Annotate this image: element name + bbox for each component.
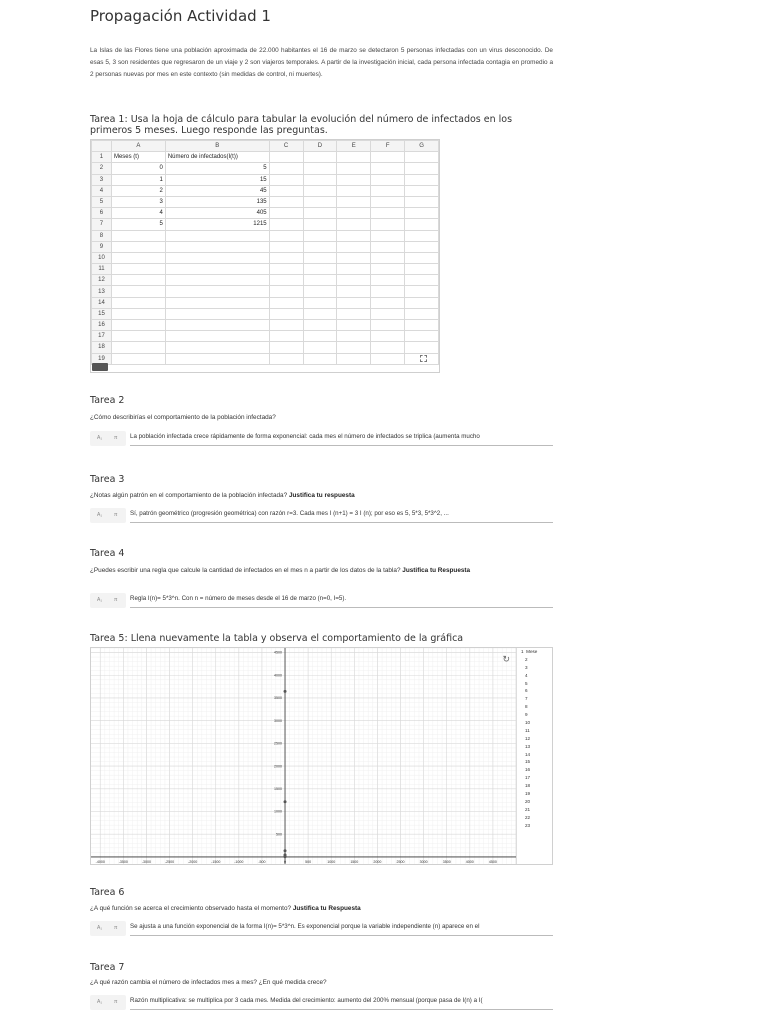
- sheet-cell[interactable]: [337, 308, 371, 319]
- sheet-cell[interactable]: [269, 353, 303, 364]
- sheet-cell[interactable]: [337, 163, 371, 174]
- sheet-row: [92, 342, 439, 353]
- x-tick-label: 0: [284, 859, 287, 864]
- x-tick-label: 500: [305, 859, 312, 864]
- data-point: [284, 853, 287, 856]
- sheet-cell[interactable]: [303, 331, 337, 342]
- sheet-cell[interactable]: [269, 275, 303, 286]
- sheet-cell[interactable]: [269, 230, 303, 241]
- task6-title: Tarea 6: [90, 887, 125, 898]
- sheet-cell[interactable]: [371, 196, 405, 207]
- sheet-cell[interactable]: [371, 331, 405, 342]
- task3-question: ¿Notas algún patrón en el comportamiento de la población infectada? Justifica tu respuesta: [90, 492, 355, 499]
- formula-icon[interactable]: π: [114, 597, 118, 603]
- sheet-cell[interactable]: [165, 286, 269, 297]
- sheet-cell[interactable]: [269, 152, 303, 163]
- y-tick-label: 3500: [274, 696, 283, 701]
- sheet-cell[interactable]: [303, 264, 337, 275]
- sheet-row: [92, 219, 439, 230]
- sheet-cell[interactable]: [337, 320, 371, 331]
- x-tick-label: 4500: [488, 859, 497, 864]
- sheet-cell[interactable]: [165, 342, 269, 353]
- sheet-cell[interactable]: [165, 252, 269, 263]
- sheet-row: [92, 320, 439, 331]
- x-tick-label: -1000: [234, 859, 244, 864]
- data-point: [284, 800, 287, 803]
- row-header[interactable]: 18: [92, 342, 112, 353]
- sheet-cell[interactable]: [303, 163, 337, 174]
- sheet-row: [92, 286, 439, 297]
- sheet-cell[interactable]: [405, 342, 439, 353]
- graph-table-row[interactable]: 23: [525, 822, 531, 828]
- sheet-row: [92, 308, 439, 319]
- sheet-cell[interactable]: [269, 196, 303, 207]
- task3-title: Tarea 3: [90, 474, 125, 485]
- sheet-cell[interactable]: [405, 308, 439, 319]
- sheet-row: [92, 152, 439, 163]
- spreadsheet-grid[interactable]: [91, 140, 439, 365]
- graph-table-header: 1 Mese: [521, 649, 538, 654]
- sheet-row: [92, 230, 439, 241]
- row-header[interactable]: 1: [92, 152, 112, 163]
- x-tick-label: 1000: [327, 859, 336, 864]
- task3-question-bold: Justifica tu respuesta: [288, 492, 355, 499]
- graph-canvas[interactable]: [91, 648, 516, 865]
- sheet-row: [92, 252, 439, 263]
- sheet-cell[interactable]: 0: [111, 163, 165, 174]
- sheet-cell[interactable]: [405, 241, 439, 252]
- sheet-cell[interactable]: [405, 331, 439, 342]
- sheet-cell[interactable]: [337, 331, 371, 342]
- graph-table-row[interactable]: 14: [525, 751, 531, 757]
- x-tick-label: 1500: [350, 859, 359, 864]
- sheet-cell[interactable]: [337, 297, 371, 308]
- task2-title: Tarea 2: [90, 395, 125, 406]
- graph-table-row[interactable]: 6: [525, 688, 528, 694]
- sheet-cell[interactable]: [371, 152, 405, 163]
- sheet-cell[interactable]: [269, 252, 303, 263]
- graph-table-row[interactable]: 20: [525, 798, 531, 804]
- sheet-cell[interactable]: 45: [165, 185, 269, 196]
- sheet-cell[interactable]: Número de infectados(I(t)): [165, 152, 269, 163]
- spreadsheet[interactable]: [90, 139, 440, 373]
- sheet-row: [92, 208, 439, 219]
- sheet-row: [92, 264, 439, 275]
- graph-table-row[interactable]: 4: [525, 672, 528, 678]
- sheet-cell[interactable]: [303, 152, 337, 163]
- data-point: [284, 849, 287, 852]
- sheet-cell[interactable]: [111, 275, 165, 286]
- task2-answer-row[interactable]: [90, 431, 553, 448]
- sheet-row: [92, 196, 439, 207]
- x-tick-label: -4000: [95, 859, 105, 864]
- sheet-cell[interactable]: [405, 219, 439, 230]
- task6-answer-field[interactable]: Se ajusta a una función exponencial de la forma I(n)= 5*3^n. Es exponencial porque la variable independiente (n) aparece en el: [130, 921, 553, 936]
- sheet-cell[interactable]: [337, 275, 371, 286]
- sheet-cell[interactable]: [111, 264, 165, 275]
- y-tick-label: 2500: [274, 741, 283, 746]
- sheet-cell[interactable]: [371, 208, 405, 219]
- formula-icon[interactable]: π: [114, 512, 118, 518]
- row-header[interactable]: 10: [92, 252, 112, 263]
- column-header[interactable]: D: [303, 141, 337, 152]
- row-header[interactable]: 13: [92, 286, 112, 297]
- x-tick-label: -500: [258, 859, 266, 864]
- sheet-cell[interactable]: [165, 230, 269, 241]
- sheet-cell[interactable]: 5: [111, 219, 165, 230]
- sheet-cell[interactable]: [405, 174, 439, 185]
- answer-toolbar[interactable]: [90, 431, 126, 446]
- sheet-cell[interactable]: [269, 297, 303, 308]
- sheet-cell[interactable]: [405, 275, 439, 286]
- graph-table-row[interactable]: 7: [525, 696, 528, 702]
- x-tick-label: 4000: [465, 859, 474, 864]
- sheet-cell[interactable]: [337, 219, 371, 230]
- task7-title: Tarea 7: [90, 962, 125, 973]
- task4-question-bold: Justifica tu Respuesta: [402, 567, 471, 574]
- graph-table-row[interactable]: 16: [525, 767, 531, 773]
- sheet-cell[interactable]: [111, 252, 165, 263]
- sheet-cell[interactable]: [111, 230, 165, 241]
- sheet-cell[interactable]: 1215: [165, 219, 269, 230]
- sheet-cell[interactable]: [269, 185, 303, 196]
- sheet-cell[interactable]: [371, 320, 405, 331]
- sheet-row: [92, 297, 439, 308]
- refresh-icon[interactable]: ↻: [502, 654, 510, 664]
- task7-answer-field[interactable]: Razón multiplicativa: se multiplica por 3 cada mes. Medida del crecimiento: aumento del 200% mensual (porque pasa de I(n) a I(: [130, 995, 553, 1010]
- y-tick-label: 1500: [274, 786, 283, 791]
- sheet-cell[interactable]: [405, 152, 439, 163]
- sheet-cell[interactable]: [111, 320, 165, 331]
- sheet-cell[interactable]: [337, 342, 371, 353]
- row-header[interactable]: 17: [92, 331, 112, 342]
- sheet-cell[interactable]: [405, 185, 439, 196]
- sheet-cell[interactable]: [371, 286, 405, 297]
- column-header[interactable]: F: [371, 141, 405, 152]
- sheet-cell[interactable]: [303, 308, 337, 319]
- row-header[interactable]: 12: [92, 275, 112, 286]
- fullscreen-icon[interactable]: [420, 355, 427, 362]
- format-icon[interactable]: A₁: [97, 435, 103, 441]
- column-header[interactable]: E: [337, 141, 371, 152]
- sheet-cell[interactable]: [371, 163, 405, 174]
- x-tick-label: -1500: [211, 859, 221, 864]
- row-header[interactable]: 8: [92, 230, 112, 241]
- sheet-cell[interactable]: [405, 230, 439, 241]
- sheet-cell[interactable]: [405, 208, 439, 219]
- graph-table-row[interactable]: 3: [525, 664, 528, 670]
- sheet-cell[interactable]: [371, 264, 405, 275]
- sheet-cell[interactable]: [111, 241, 165, 252]
- sheet-cell[interactable]: [269, 241, 303, 252]
- sheet-cell[interactable]: [337, 264, 371, 275]
- row-header[interactable]: 3: [92, 174, 112, 185]
- graph-table-row[interactable]: 8: [525, 704, 528, 710]
- x-tick-label: -2000: [188, 859, 198, 864]
- sheet-cell[interactable]: [111, 342, 165, 353]
- sheet-row: [92, 185, 439, 196]
- sheet-cell[interactable]: [269, 331, 303, 342]
- graph-table-row[interactable]: 18: [525, 783, 531, 789]
- graph-table-row[interactable]: 5: [525, 680, 528, 686]
- task4-answer-row[interactable]: [90, 593, 553, 610]
- sheet-cell[interactable]: Meses (t): [111, 152, 165, 163]
- y-tick-label: 4000: [274, 673, 283, 678]
- column-header[interactable]: A: [111, 141, 165, 152]
- sheet-cell[interactable]: [337, 174, 371, 185]
- sheet-cell[interactable]: [111, 286, 165, 297]
- sheet-cell[interactable]: [303, 241, 337, 252]
- column-header[interactable]: C: [269, 141, 303, 152]
- column-header[interactable]: B: [165, 141, 269, 152]
- sheet-cell[interactable]: 1: [111, 174, 165, 185]
- sheet-cell[interactable]: [371, 342, 405, 353]
- sheet-cell[interactable]: [337, 286, 371, 297]
- formula-icon[interactable]: π: [114, 925, 118, 931]
- sheet-cell[interactable]: [303, 342, 337, 353]
- sheet-cell[interactable]: [303, 353, 337, 364]
- formula-icon[interactable]: π: [114, 435, 118, 441]
- sheet-cell[interactable]: [165, 241, 269, 252]
- sheet-cell[interactable]: [165, 331, 269, 342]
- row-header[interactable]: 9: [92, 241, 112, 252]
- sheet-cell[interactable]: [269, 163, 303, 174]
- sheet-cell[interactable]: [269, 208, 303, 219]
- row-header[interactable]: 14: [92, 297, 112, 308]
- sheet-cell[interactable]: [337, 185, 371, 196]
- graph-table-row[interactable]: 22: [525, 814, 531, 820]
- data-point: [284, 690, 287, 693]
- sheet-cell[interactable]: [405, 320, 439, 331]
- sheet-cell[interactable]: [111, 331, 165, 342]
- graph-table-row[interactable]: 12: [525, 735, 531, 741]
- sheet-cell[interactable]: [371, 219, 405, 230]
- sheet-cell[interactable]: 15: [165, 174, 269, 185]
- column-header[interactable]: G: [405, 141, 439, 152]
- sheet-cell[interactable]: [303, 230, 337, 241]
- sheet-cell[interactable]: [165, 264, 269, 275]
- sheet-row: [92, 353, 439, 364]
- row-header[interactable]: 16: [92, 320, 112, 331]
- graph-table-row[interactable]: 19: [525, 791, 531, 797]
- sheet-row: [92, 163, 439, 174]
- sheet-cell[interactable]: [371, 230, 405, 241]
- format-icon[interactable]: A₁: [97, 999, 103, 1005]
- y-tick-label: 500: [276, 832, 283, 837]
- graph-table-row[interactable]: 13: [525, 743, 531, 749]
- row-header[interactable]: 6: [92, 208, 112, 219]
- intro-paragraph: La Islas de las Flores tiene una población aproximada de 22.000 habitantes el 16 de marzo se detectaron 5 personas infectadas con un virus desconocido. De esas 5, 3 son residentes que regresaron de un viaje y 2 son viajeros temporales. A partir de la investigación inicial, cada persona infectada contagia en promedio a 2 personas nuevas por mes en este contexto (sin medidas de control, ni muertes).: [90, 47, 553, 78]
- sheet-cell[interactable]: [337, 196, 371, 207]
- sheet-cell[interactable]: [371, 174, 405, 185]
- row-header[interactable]: 2: [92, 163, 112, 174]
- sheet-cell[interactable]: [269, 174, 303, 185]
- x-tick-label: -2500: [164, 859, 175, 864]
- sheet-cell[interactable]: [405, 297, 439, 308]
- x-tick-label: 2500: [396, 859, 405, 864]
- keyboard-icon[interactable]: [92, 363, 108, 371]
- sheet-cell[interactable]: [111, 308, 165, 319]
- y-tick-label: 4500: [274, 650, 283, 655]
- task4-answer-field[interactable]: Regla I(n)= 5*3^n. Con n = número de meses desde el 16 de marzo (n=0, I=5).: [130, 593, 553, 608]
- sheet-cell[interactable]: 4: [111, 208, 165, 219]
- graph-view[interactable]: [90, 647, 553, 865]
- sheet-cell[interactable]: 3: [111, 196, 165, 207]
- answer-toolbar[interactable]: [90, 921, 126, 936]
- sheet-cell[interactable]: [303, 297, 337, 308]
- sheet-cell[interactable]: [337, 208, 371, 219]
- sheet-cell[interactable]: [371, 241, 405, 252]
- answer-toolbar[interactable]: [90, 995, 126, 1010]
- sheet-cell[interactable]: [269, 320, 303, 331]
- sheet-cell[interactable]: [371, 252, 405, 263]
- graph-table-row[interactable]: 15: [525, 759, 531, 765]
- answer-toolbar[interactable]: [90, 593, 126, 608]
- sheet-cell[interactable]: [303, 286, 337, 297]
- task6-question-bold: Justifica tu Respuesta: [292, 905, 361, 912]
- sheet-cell[interactable]: [337, 252, 371, 263]
- sheet-cell[interactable]: [405, 286, 439, 297]
- row-header[interactable]: 5: [92, 196, 112, 207]
- sheet-cell[interactable]: [337, 230, 371, 241]
- sheet-cell[interactable]: [371, 185, 405, 196]
- sheet-cell[interactable]: [165, 297, 269, 308]
- x-tick-label: -3000: [141, 859, 152, 864]
- sheet-cell[interactable]: [165, 308, 269, 319]
- sheet-row: [92, 174, 439, 185]
- sheet-cell[interactable]: 405: [165, 208, 269, 219]
- sheet-cell[interactable]: [269, 342, 303, 353]
- graph-table-row[interactable]: 9: [525, 712, 528, 718]
- sheet-cell[interactable]: 2: [111, 185, 165, 196]
- page-title: Propagación Actividad 1: [90, 7, 271, 25]
- sheet-cell[interactable]: [303, 174, 337, 185]
- sheet-cell[interactable]: [371, 275, 405, 286]
- sheet-cell[interactable]: [303, 252, 337, 263]
- x-tick-label: 2000: [373, 859, 382, 864]
- sheet-cell[interactable]: [405, 264, 439, 275]
- graph-data-table[interactable]: [516, 648, 553, 865]
- sheet-cell[interactable]: [303, 320, 337, 331]
- task5-title: Tarea 5: Llena nuevamente la tabla y observa el comportamiento de la gráfica: [90, 633, 464, 644]
- task6-answer-row[interactable]: [90, 921, 553, 938]
- sheet-cell[interactable]: [165, 320, 269, 331]
- sheet-cell[interactable]: [111, 297, 165, 308]
- graph-table-row[interactable]: 11: [525, 727, 530, 733]
- sheet-row: [92, 241, 439, 252]
- graph-table-row[interactable]: 10: [525, 720, 531, 726]
- sheet-cell[interactable]: [303, 185, 337, 196]
- row-header[interactable]: 7: [92, 219, 112, 230]
- sheet-cell[interactable]: 135: [165, 196, 269, 207]
- row-header[interactable]: 19: [92, 353, 112, 364]
- graph-table-row[interactable]: 2: [525, 656, 528, 662]
- task7-answer-row[interactable]: [90, 995, 553, 1012]
- sheet-cell[interactable]: [371, 308, 405, 319]
- task3-answer-row[interactable]: [90, 508, 553, 525]
- sheet-cell[interactable]: [405, 252, 439, 263]
- sheet-cell[interactable]: [111, 353, 165, 364]
- row-header[interactable]: 15: [92, 308, 112, 319]
- sheet-cell[interactable]: [269, 219, 303, 230]
- corner-cell: [92, 141, 112, 152]
- task1-title: Tarea 1: Usa la hoja de cálculo para tabular la evolución del número de infectados en los primeros 5 meses. Luego responde las preguntas.: [90, 114, 513, 136]
- x-tick-label: 3000: [419, 859, 428, 864]
- y-tick-label: 3000: [274, 718, 283, 723]
- task2-question: ¿Cómo describirías el comportamiento de la población infectada?: [90, 414, 276, 421]
- sheet-cell[interactable]: [303, 196, 337, 207]
- sheet-cell[interactable]: [165, 275, 269, 286]
- sheet-cell[interactable]: [371, 353, 405, 364]
- task6-question: ¿A qué función se acerca el crecimiento observado hasta el momento? Justifica tu Respuesta: [90, 905, 361, 912]
- task7-question: ¿A qué razón cambia el número de infectados mes a mes? ¿En qué medida crece?: [90, 979, 327, 986]
- format-icon[interactable]: A₁: [97, 597, 103, 603]
- sheet-row: [92, 275, 439, 286]
- row-header[interactable]: 4: [92, 185, 112, 196]
- answer-toolbar[interactable]: [90, 508, 126, 523]
- graph-table-row[interactable]: 21: [525, 806, 531, 812]
- sheet-cell[interactable]: 5: [165, 163, 269, 174]
- sheet-cell[interactable]: [405, 196, 439, 207]
- row-header[interactable]: 11: [92, 264, 112, 275]
- formula-icon[interactable]: π: [114, 999, 118, 1005]
- sheet-cell[interactable]: [165, 353, 269, 364]
- x-tick-label: -3500: [118, 859, 128, 864]
- sheet-cell[interactable]: [269, 308, 303, 319]
- y-tick-label: 2000: [274, 764, 283, 769]
- sheet-cell[interactable]: [269, 264, 303, 275]
- sheet-row: [92, 331, 439, 342]
- sheet-cell[interactable]: [337, 353, 371, 364]
- column-header-row: [92, 141, 439, 152]
- sheet-cell[interactable]: [269, 286, 303, 297]
- sheet-cell[interactable]: [303, 208, 337, 219]
- task4-question: ¿Puedes escribir una regla que calcule la cantidad de infectados en el mes n a partir de los datos de la tabla? Justifica tu Respuesta: [90, 567, 471, 574]
- sheet-cell[interactable]: [303, 275, 337, 286]
- task2-answer-field[interactable]: La población infectada crece rápidamente de forma exponencial: cada mes el número de infectados se triplica (aumenta mucho: [130, 431, 553, 446]
- sheet-cell[interactable]: [371, 297, 405, 308]
- format-icon[interactable]: A₁: [97, 512, 103, 518]
- sheet-cell[interactable]: [303, 219, 337, 230]
- format-icon[interactable]: A₁: [97, 925, 103, 931]
- graph-table-row[interactable]: 17: [525, 775, 531, 781]
- task4-title: Tarea 4: [90, 548, 125, 559]
- task3-answer-field[interactable]: Sí, patrón geométrico (progresión geométrica) con razón r=3. Cada mes I (n+1) = 3 I (n); por eso es 5, 5*3, 5*3^2, ...: [130, 508, 553, 523]
- y-tick-label: 1000: [274, 809, 283, 814]
- x-tick-label: 3500: [442, 859, 451, 864]
- sheet-cell[interactable]: [337, 241, 371, 252]
- sheet-cell[interactable]: [405, 163, 439, 174]
- sheet-cell[interactable]: [337, 152, 371, 163]
